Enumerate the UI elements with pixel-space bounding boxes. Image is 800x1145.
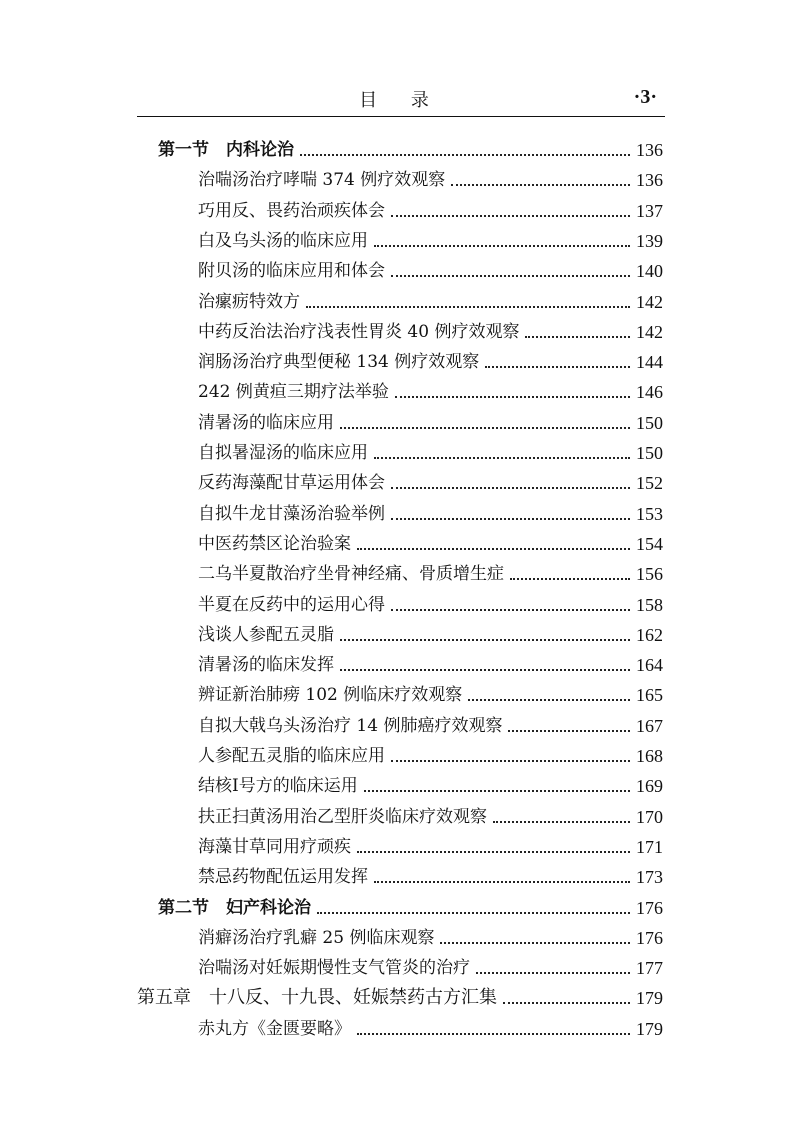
- toc-entry-title: 反药海藻配甘草运用体会: [198, 473, 385, 494]
- dot-leader: [306, 306, 630, 308]
- toc-entry-title: 第一节 内科论治: [158, 140, 294, 160]
- toc-entry-page: 154: [636, 533, 663, 554]
- toc-entry: [198, 438, 663, 468]
- toc-entry: [158, 135, 663, 165]
- toc-entry-page: 140: [636, 261, 663, 282]
- dot-leader: [476, 972, 630, 974]
- toc-entry-title: 浅谈人参配五灵脂: [198, 624, 334, 645]
- dot-leader: [440, 942, 630, 944]
- toc-entry-title: 禁忌药物配伍运用发挥: [198, 867, 368, 888]
- toc-entry-page: 137: [636, 200, 663, 221]
- dot-leader: [364, 790, 630, 792]
- toc-entry: [198, 802, 663, 832]
- dot-leader: [510, 578, 630, 580]
- dot-leader: [357, 851, 630, 853]
- toc-entry-title: 清暑汤的临床发挥: [198, 655, 334, 676]
- toc-entry-page: 165: [636, 685, 663, 706]
- toc-entry: [198, 862, 663, 892]
- toc-entry: [198, 620, 663, 650]
- toc-entry: [198, 953, 663, 983]
- dot-leader: [340, 427, 630, 429]
- toc-entry-title: 第五章 十八反、十九畏、妊娠禁药古方汇集: [137, 987, 497, 1009]
- toc-entry-title: 结核Ⅰ号方的临床运用: [198, 776, 358, 797]
- dot-leader: [374, 457, 630, 459]
- dot-leader: [395, 396, 630, 398]
- dot-leader: [391, 275, 630, 277]
- dot-leader: [300, 154, 630, 156]
- toc-entry: [198, 559, 663, 589]
- toc-entry-page: 167: [636, 715, 663, 736]
- toc-entry-title: 润肠汤治疗典型便秘 134 例疗效观察: [198, 352, 480, 373]
- toc-entry: [158, 893, 663, 923]
- dot-leader: [525, 336, 630, 338]
- toc-entry-page: 156: [636, 564, 663, 585]
- dot-leader: [391, 215, 630, 217]
- toc-entry-title: 第二节 妇产科论治: [158, 897, 311, 918]
- toc-entry-title: 人参配五灵脂的临床应用: [198, 746, 385, 766]
- dot-leader: [340, 639, 630, 641]
- dot-leader: [451, 184, 630, 186]
- toc-entry: [198, 408, 663, 438]
- toc-entry-title: 清暑汤的临床应用: [198, 412, 334, 433]
- toc-entry: [198, 923, 663, 953]
- toc-entry: [198, 317, 663, 347]
- toc-entry-title: 自拟牛龙甘藻汤治验举例: [198, 503, 385, 524]
- dot-leader: [391, 760, 630, 762]
- toc-entry-page: 152: [636, 473, 663, 494]
- toc-entry: [198, 529, 663, 559]
- toc-entry-title: 自拟暑湿汤的临床应用: [198, 443, 368, 463]
- dot-leader: [503, 1002, 630, 1004]
- toc-entry-title: 242 例黄疸三期疗法举验: [198, 382, 389, 403]
- toc-entry-title: 扶正扫黄汤用治乙型肝炎临床疗效观察: [198, 806, 487, 827]
- toc-entry: [198, 1014, 663, 1044]
- toc-entry: [198, 196, 663, 226]
- toc-entry: [198, 741, 663, 771]
- toc-entry-page: 177: [636, 958, 663, 979]
- toc-entry: [198, 771, 663, 801]
- toc-entry-title: 中药反治法治疗浅表性胃炎 40 例疗效观察: [198, 321, 520, 342]
- toc-entry: [198, 499, 663, 529]
- toc-entry-title: 巧用反、畏药治顽疾体会: [198, 200, 385, 221]
- toc-entry-page: 176: [636, 927, 663, 948]
- toc-entry: [198, 650, 663, 680]
- toc-entry-page: 142: [636, 321, 663, 342]
- dot-leader: [391, 609, 630, 611]
- toc-entry-page: 144: [636, 352, 663, 373]
- toc-entry: [198, 680, 663, 710]
- toc-entry: [198, 468, 663, 498]
- toc-entry-page: 173: [636, 867, 663, 888]
- toc-entry: [137, 983, 663, 1013]
- toc-entry-page: 179: [636, 988, 663, 1009]
- dot-leader: [391, 487, 630, 489]
- dot-leader: [468, 699, 630, 701]
- toc-entry: [198, 287, 663, 317]
- dot-leader: [357, 1033, 630, 1035]
- header-page-number: ·3·: [633, 86, 657, 108]
- toc-entry-title: 治瘰疬特效方: [198, 291, 300, 312]
- toc-entry-page: 169: [636, 776, 663, 797]
- dot-leader: [374, 245, 630, 247]
- page-header: [137, 84, 665, 117]
- toc-entry-page: 142: [636, 291, 663, 312]
- toc-entry-page: 139: [636, 230, 663, 251]
- toc-entry-page: 150: [636, 443, 663, 463]
- toc-entry-title: 白及乌头汤的临床应用: [198, 230, 368, 251]
- toc-entry: [198, 711, 663, 741]
- toc-entry-page: 162: [636, 624, 663, 645]
- dot-leader: [317, 912, 630, 914]
- toc-entry-page: 136: [636, 170, 663, 191]
- toc-entry: [198, 347, 663, 377]
- dot-leader: [493, 821, 630, 823]
- toc-entry-page: 168: [636, 746, 663, 766]
- toc-entry-title: 消癖汤治疗乳癖 25 例临床观察: [198, 927, 435, 948]
- toc-entry: [198, 226, 663, 256]
- toc-entry: [198, 590, 663, 620]
- toc-entry-title: 半夏在反药中的运用心得: [198, 594, 385, 615]
- toc-entry-page: 136: [636, 140, 663, 160]
- toc-entry-title: 自拟大戟乌头汤治疗 14 例肺癌疗效观察: [198, 715, 503, 736]
- dot-leader: [340, 669, 630, 671]
- toc-entry: [198, 165, 663, 195]
- toc-entry-page: 176: [636, 897, 663, 918]
- dot-leader: [374, 881, 630, 883]
- toc-entry-page: 171: [636, 836, 663, 857]
- dot-leader: [508, 730, 630, 732]
- toc-entry-page: 158: [636, 594, 663, 615]
- dot-leader: [391, 518, 630, 520]
- toc-entry-title: 海藻甘草同用疗顽疾: [198, 836, 351, 857]
- dot-leader: [357, 548, 630, 550]
- toc-entry: [198, 377, 663, 407]
- toc-entry-title: 治喘汤对妊娠期慢性支气管炎的治疗: [198, 958, 470, 979]
- header-title: 目 录: [359, 90, 443, 111]
- toc-entry-page: 164: [636, 655, 663, 676]
- toc-entry-page: 146: [636, 382, 663, 403]
- toc-entry-title: 赤丸方《金匮要略》: [198, 1018, 351, 1039]
- toc-entry: [198, 832, 663, 862]
- toc-entry: [198, 256, 663, 286]
- toc-entry-page: 179: [636, 1018, 663, 1039]
- toc-entry-title: 辨证新治肺痨 102 例临床疗效观察: [198, 685, 463, 706]
- toc-entry-page: 170: [636, 806, 663, 827]
- toc-entry-page: 150: [636, 412, 663, 433]
- dot-leader: [485, 366, 630, 368]
- toc-entry-title: 中医药禁区论治验案: [198, 533, 351, 554]
- toc-entry-title: 二乌半夏散治疗坐骨神经痛、骨质增生症: [198, 564, 504, 585]
- toc-entry-title: 附贝汤的临床应用和体会: [198, 261, 385, 282]
- toc-entry-title: 治喘汤治疗哮喘 374 例疗效观察: [198, 170, 446, 191]
- toc-entry-page: 153: [636, 503, 663, 524]
